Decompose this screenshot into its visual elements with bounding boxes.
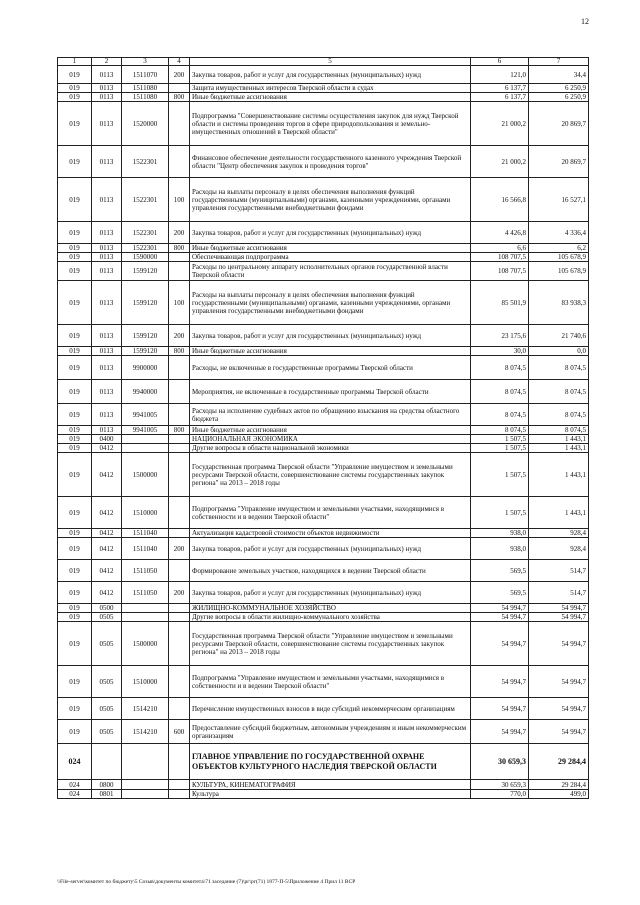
target-article-cell — [122, 780, 169, 790]
amount-plan-cell: 23 175,6 — [471, 325, 529, 347]
section-cell: 0113 — [92, 102, 122, 146]
table-row — [58, 622, 589, 666]
amount-plan-cell: 569,5 — [471, 560, 529, 582]
expense-type-cell — [169, 622, 190, 666]
table-row — [58, 560, 589, 582]
target-article-cell: 1599120 — [122, 262, 169, 281]
amount-actual-cell: 105 678,9 — [529, 262, 589, 281]
target-article-cell: 1510000 — [122, 497, 169, 529]
amount-plan-cell: 54 994,7 — [471, 698, 529, 720]
table-row — [58, 453, 589, 497]
target-article-cell: 1514210 — [122, 720, 169, 744]
section-cell: 0505 — [92, 613, 122, 622]
description-cell: Другие вопросы в области жилищно-коммунального хозяйства — [190, 613, 471, 622]
table-row — [58, 281, 589, 325]
description-cell: Иные бюджетные ассигнования — [190, 426, 471, 435]
description-cell: ГЛАВНОЕ УПРАВЛЕНИЕ ПО ГОСУДАРСТВЕННОЙ ОХРАНЕ ОБЪЕКТОВ КУЛЬТУРНОГО НАСЛЕДИЯ ТВЕРСКОЙ ОБЛАСТИ — [190, 744, 471, 780]
code-cell: 019 — [58, 582, 92, 604]
amount-plan-cell: 1 507,5 — [471, 444, 529, 453]
target-article-cell: 1522301 — [122, 222, 169, 244]
code-cell: 019 — [58, 102, 92, 146]
code-cell: 024 — [58, 744, 92, 780]
amount-actual-cell: 6 250,9 — [529, 93, 589, 102]
table-row — [58, 262, 589, 281]
amount-actual-cell: 514,7 — [529, 582, 589, 604]
table-row — [58, 497, 589, 529]
expense-type-cell — [169, 146, 190, 178]
amount-actual-cell: 8 074,5 — [529, 356, 589, 380]
amount-plan-cell: 770,0 — [471, 790, 529, 799]
amount-actual-cell: 21 740,6 — [529, 325, 589, 347]
target-article-cell: 1511080 — [122, 93, 169, 102]
code-cell: 019 — [58, 622, 92, 666]
description-cell: Закупка товаров, работ и услуг для государственных (муниципальных) нужд — [190, 66, 471, 84]
table-row — [58, 66, 589, 84]
description-cell: КУЛЬТУРА, КИНЕМАТОГРАФИЯ — [190, 780, 471, 790]
expense-type-cell — [169, 780, 190, 790]
description-cell: Финансовое обеспечение деятельности государственного казенного учреждения Тверской области "Центр обеспечения закупок и проведения торгов" — [190, 146, 471, 178]
table-row — [58, 720, 589, 744]
code-cell: 019 — [58, 93, 92, 102]
section-cell — [92, 744, 122, 780]
code-cell: 019 — [58, 178, 92, 222]
amount-actual-cell: 54 994,7 — [529, 720, 589, 744]
section-cell: 0113 — [92, 325, 122, 347]
table-row — [58, 178, 589, 222]
expense-type-cell — [169, 444, 190, 453]
code-cell: 019 — [58, 538, 92, 560]
description-cell: НАЦИОНАЛЬНАЯ ЭКОНОМИКА — [190, 435, 471, 444]
expense-type-cell — [169, 102, 190, 146]
description-cell: Государственная программа Тверской области "Управление имуществом и земельными ресурсами Тверской области, совершенствование системы государственных закупок региона" на 2013 – 2018 годы — [190, 622, 471, 666]
section-cell: 0113 — [92, 404, 122, 426]
amount-actual-cell: 1 443,1 — [529, 435, 589, 444]
amount-plan-cell: 1 507,5 — [471, 497, 529, 529]
expense-type-cell — [169, 356, 190, 380]
amount-plan-cell: 569,5 — [471, 582, 529, 604]
code-cell: 019 — [58, 66, 92, 84]
amount-actual-cell: 54 994,7 — [529, 666, 589, 698]
target-article-cell: 1511080 — [122, 84, 169, 93]
description-cell: Формирование земельных участков, находящихся в ведении Тверской области — [190, 560, 471, 582]
amount-plan-cell: 8 074,5 — [471, 356, 529, 380]
amount-actual-cell: 8 074,5 — [529, 404, 589, 426]
expense-type-cell — [169, 613, 190, 622]
amount-actual-cell: 1 443,1 — [529, 453, 589, 497]
table-row — [58, 604, 589, 613]
amount-plan-cell: 21 000,2 — [471, 102, 529, 146]
code-cell: 019 — [58, 666, 92, 698]
section-cell: 0113 — [92, 262, 122, 281]
code-cell: 024 — [58, 780, 92, 790]
budget-table — [57, 57, 589, 799]
expense-type-cell — [169, 262, 190, 281]
table-row — [58, 347, 589, 356]
amount-plan-cell: 21 000,2 — [471, 146, 529, 178]
section-cell: 0412 — [92, 529, 122, 538]
description-cell: Другие вопросы в области национальной экономики — [190, 444, 471, 453]
section-cell: 0412 — [92, 453, 122, 497]
section-cell: 0113 — [92, 347, 122, 356]
amount-actual-cell: 20 869,7 — [529, 146, 589, 178]
expense-type-cell — [169, 497, 190, 529]
code-cell: 019 — [58, 435, 92, 444]
section-cell: 0113 — [92, 281, 122, 325]
target-article-cell: 1599120 — [122, 347, 169, 356]
amount-actual-cell: 928,4 — [529, 529, 589, 538]
expense-type-cell: 800 — [169, 93, 190, 102]
expense-type-cell — [169, 744, 190, 780]
description-cell: Подпрограмма "Управление имуществом и земельными участками, находящимися в собственности и в ведении Тверской области" — [190, 666, 471, 698]
expense-type-cell: 800 — [169, 244, 190, 253]
expense-type-cell — [169, 435, 190, 444]
amount-plan-cell: 54 994,7 — [471, 604, 529, 613]
target-article-cell: 1599120 — [122, 325, 169, 347]
description-cell: Расходы на исполнение судебных актов по обращению взыскания на средства областного бюджета — [190, 404, 471, 426]
amount-actual-cell: 1 443,1 — [529, 497, 589, 529]
code-cell: 019 — [58, 325, 92, 347]
amount-plan-cell: 4 426,8 — [471, 222, 529, 244]
target-article-cell — [122, 444, 169, 453]
target-article-cell: 1511040 — [122, 529, 169, 538]
section-cell: 0113 — [92, 253, 122, 262]
target-article-cell — [122, 744, 169, 780]
code-cell: 019 — [58, 604, 92, 613]
amount-plan-cell: 6,6 — [471, 244, 529, 253]
table-row — [58, 780, 589, 790]
target-article-cell: 1511050 — [122, 560, 169, 582]
code-cell: 019 — [58, 380, 92, 404]
code-cell: 019 — [58, 281, 92, 325]
target-article-cell: 1599120 — [122, 281, 169, 325]
description-cell: Расходы на выплаты персоналу в целях обеспечения выполнения функций государственными (муниципальными) органами, казенными учреждениями, органами управления государственными внебюджетными фондами — [190, 178, 471, 222]
header-col-4: 4 — [169, 58, 190, 66]
target-article-cell: 9900000 — [122, 356, 169, 380]
header-row — [58, 58, 589, 66]
code-cell: 019 — [58, 146, 92, 178]
target-article-cell: 9941005 — [122, 426, 169, 435]
table-row — [58, 84, 589, 93]
amount-actual-cell: 54 994,7 — [529, 613, 589, 622]
description-cell: Иные бюджетные ассигнования — [190, 244, 471, 253]
description-cell: Иные бюджетные ассигнования — [190, 347, 471, 356]
amount-actual-cell: 499,0 — [529, 790, 589, 799]
amount-plan-cell: 8 074,5 — [471, 380, 529, 404]
amount-plan-cell: 121,0 — [471, 66, 529, 84]
target-article-cell: 1522301 — [122, 178, 169, 222]
section-cell: 0800 — [92, 780, 122, 790]
amount-actual-cell: 20 869,7 — [529, 102, 589, 146]
amount-actual-cell: 83 938,3 — [529, 281, 589, 325]
section-cell: 0113 — [92, 380, 122, 404]
section-cell: 0113 — [92, 93, 122, 102]
expense-type-cell — [169, 604, 190, 613]
table-row — [58, 426, 589, 435]
section-cell: 0113 — [92, 426, 122, 435]
amount-plan-cell: 938,0 — [471, 538, 529, 560]
amount-plan-cell: 1 507,5 — [471, 453, 529, 497]
amount-plan-cell: 16 566,8 — [471, 178, 529, 222]
code-cell: 019 — [58, 262, 92, 281]
section-cell: 0113 — [92, 244, 122, 253]
target-article-cell: 1511040 — [122, 538, 169, 560]
expense-type-cell — [169, 666, 190, 698]
section-cell: 0113 — [92, 178, 122, 222]
description-cell: Иные бюджетные ассигнования — [190, 93, 471, 102]
table-row — [58, 222, 589, 244]
code-cell: 019 — [58, 404, 92, 426]
amount-plan-cell: 54 994,7 — [471, 613, 529, 622]
page-number: 12 — [581, 17, 589, 26]
amount-plan-cell: 54 994,7 — [471, 666, 529, 698]
expense-type-cell: 200 — [169, 222, 190, 244]
description-cell: Перечисление имущественных взносов в виде субсидий некоммерческим организациям — [190, 698, 471, 720]
amount-actual-cell: 54 994,7 — [529, 698, 589, 720]
section-cell: 0500 — [92, 604, 122, 613]
amount-actual-cell: 29 284,4 — [529, 744, 589, 780]
amount-actual-cell: 34,4 — [529, 66, 589, 84]
table-row — [58, 253, 589, 262]
description-cell: Расходы по центральному аппарату исполнительных органов государственной власти Тверской области — [190, 262, 471, 281]
description-cell: Расходы на выплаты персоналу в целях обеспечения выполнения функций государственными (муниципальными) органами, казенными учреждениями, органами управления государственными внебюджетными фондами — [190, 281, 471, 325]
table-row — [58, 582, 589, 604]
amount-actual-cell: 8 074,5 — [529, 426, 589, 435]
amount-actual-cell: 8 074,5 — [529, 380, 589, 404]
section-cell: 0505 — [92, 622, 122, 666]
description-cell: Государственная программа Тверской области "Управление имуществом и земельными ресурсами Тверской области, совершенствование системы государственных закупок региона" на 2013 – 2018 годы — [190, 453, 471, 497]
expense-type-cell — [169, 698, 190, 720]
target-article-cell: 1590000 — [122, 253, 169, 262]
code-cell: 019 — [58, 253, 92, 262]
amount-actual-cell: 514,7 — [529, 560, 589, 582]
section-cell: 0412 — [92, 444, 122, 453]
section-cell: 0400 — [92, 435, 122, 444]
code-cell: 019 — [58, 426, 92, 435]
code-cell: 019 — [58, 698, 92, 720]
target-article-cell: 9941005 — [122, 404, 169, 426]
target-article-cell — [122, 613, 169, 622]
amount-plan-cell: 108 707,5 — [471, 253, 529, 262]
header-col-6: 6 — [471, 58, 529, 66]
target-article-cell: 1510000 — [122, 666, 169, 698]
amount-actual-cell: 54 994,7 — [529, 622, 589, 666]
description-cell: Обеспечивающая подпрограмма — [190, 253, 471, 262]
target-article-cell — [122, 435, 169, 444]
description-cell: Подпрограмма "Совершенствование системы осуществления закупок для нужд Тверской области и системы проведения торгов в сфере природопользования и земельно-имущественных отношений в Тверской области" — [190, 102, 471, 146]
table-row — [58, 244, 589, 253]
expense-type-cell: 100 — [169, 178, 190, 222]
expense-type-cell: 200 — [169, 538, 190, 560]
section-cell: 0801 — [92, 790, 122, 799]
description-cell: Закупка товаров, работ и услуг для государственных (муниципальных) нужд — [190, 325, 471, 347]
expense-type-cell — [169, 790, 190, 799]
expense-type-cell: 200 — [169, 66, 190, 84]
expense-type-cell: 100 — [169, 281, 190, 325]
amount-plan-cell: 54 994,7 — [471, 720, 529, 744]
section-cell: 0113 — [92, 356, 122, 380]
code-cell: 019 — [58, 720, 92, 744]
description-cell: Актуализация кадастровой стоимости объектов недвижимости — [190, 529, 471, 538]
section-cell: 0113 — [92, 84, 122, 93]
table-row — [58, 102, 589, 146]
amount-actual-cell: 1 443,1 — [529, 444, 589, 453]
header-col-1: 1 — [58, 58, 92, 66]
code-cell: 024 — [58, 790, 92, 799]
amount-actual-cell: 6 250,9 — [529, 84, 589, 93]
table-row — [58, 435, 589, 444]
amount-actual-cell: 4 336,4 — [529, 222, 589, 244]
target-article-cell: 1520000 — [122, 102, 169, 146]
expense-type-cell — [169, 380, 190, 404]
description-cell: Расходы, не включенные в государственные программы Тверской области — [190, 356, 471, 380]
description-cell: Подпрограмма "Управление имуществом и земельными участками, находящимися в собственности и в ведении Тверской области" — [190, 497, 471, 529]
amount-plan-cell: 85 501,9 — [471, 281, 529, 325]
amount-plan-cell: 54 994,7 — [471, 622, 529, 666]
target-article-cell: 1500000 — [122, 453, 169, 497]
amount-plan-cell: 1 507,5 — [471, 435, 529, 444]
amount-actual-cell: 29 284,4 — [529, 780, 589, 790]
code-cell: 019 — [58, 444, 92, 453]
expense-type-cell: 800 — [169, 347, 190, 356]
amount-actual-cell: 105 678,9 — [529, 253, 589, 262]
section-cell: 0412 — [92, 560, 122, 582]
description-cell: Закупка товаров, работ и услуг для государственных (муниципальных) нужд — [190, 538, 471, 560]
table-row — [58, 538, 589, 560]
file-path-footer: \\File-server\комитет по бюджету\5 Созыв\документы комитета\71 заседание (7)\рг\рг(71) 1877-П-5\Приложение 4 Прил 11 ВСР — [57, 879, 356, 885]
target-article-cell — [122, 790, 169, 799]
table-row — [58, 790, 589, 799]
expense-type-cell — [169, 253, 190, 262]
amount-plan-cell: 938,0 — [471, 529, 529, 538]
code-cell: 019 — [58, 84, 92, 93]
target-article-cell: 1522301 — [122, 244, 169, 253]
table-row — [58, 444, 589, 453]
description-cell: Защита имущественных интересов Тверской области в судах — [190, 84, 471, 93]
table-row — [58, 356, 589, 380]
header-col-2: 2 — [92, 58, 122, 66]
table-row — [58, 698, 589, 720]
code-cell: 019 — [58, 453, 92, 497]
target-article-cell: 1500000 — [122, 622, 169, 666]
code-cell: 019 — [58, 244, 92, 253]
target-article-cell — [122, 604, 169, 613]
amount-plan-cell: 8 074,5 — [471, 426, 529, 435]
description-cell: Предоставление субсидий бюджетным, автономным учреждениям и иным некоммерческим организациям — [190, 720, 471, 744]
table-row — [58, 666, 589, 698]
expense-type-cell — [169, 560, 190, 582]
amount-plan-cell: 30 659,3 — [471, 780, 529, 790]
target-article-cell: 1522301 — [122, 146, 169, 178]
expense-type-cell: 200 — [169, 582, 190, 604]
description-cell: Культура — [190, 790, 471, 799]
code-cell: 019 — [58, 529, 92, 538]
table-row — [58, 613, 589, 622]
expense-type-cell: 200 — [169, 325, 190, 347]
expense-type-cell: 600 — [169, 720, 190, 744]
amount-actual-cell: 928,4 — [529, 538, 589, 560]
amount-plan-cell: 8 074,5 — [471, 404, 529, 426]
table-row — [58, 529, 589, 538]
table-row — [58, 146, 589, 178]
amount-actual-cell: 6,2 — [529, 244, 589, 253]
code-cell: 019 — [58, 222, 92, 244]
table-row — [58, 744, 589, 780]
code-cell: 019 — [58, 497, 92, 529]
header-col-5: 5 — [190, 58, 471, 66]
description-cell: ЖИЛИЩНО-КОММУНАЛЬНОЕ ХОЗЯЙСТВО — [190, 604, 471, 613]
code-cell: 019 — [58, 356, 92, 380]
target-article-cell: 9940000 — [122, 380, 169, 404]
section-cell: 0113 — [92, 66, 122, 84]
description-cell: Закупка товаров, работ и услуг для государственных (муниципальных) нужд — [190, 222, 471, 244]
table-row — [58, 93, 589, 102]
amount-plan-cell: 108 707,5 — [471, 262, 529, 281]
section-cell: 0113 — [92, 222, 122, 244]
target-article-cell: 1514210 — [122, 698, 169, 720]
code-cell: 019 — [58, 347, 92, 356]
description-cell: Мероприятия, не включенные в государственные программы Тверской области — [190, 380, 471, 404]
table-row — [58, 404, 589, 426]
section-cell: 0505 — [92, 698, 122, 720]
amount-plan-cell: 6 137,7 — [471, 93, 529, 102]
expense-type-cell — [169, 404, 190, 426]
description-cell: Закупка товаров, работ и услуг для государственных (муниципальных) нужд — [190, 582, 471, 604]
expense-type-cell: 800 — [169, 426, 190, 435]
table-row — [58, 380, 589, 404]
amount-actual-cell: 0,0 — [529, 347, 589, 356]
section-cell: 0505 — [92, 666, 122, 698]
table-row — [58, 325, 589, 347]
section-cell: 0412 — [92, 582, 122, 604]
code-cell: 019 — [58, 560, 92, 582]
section-cell: 0412 — [92, 538, 122, 560]
code-cell: 019 — [58, 613, 92, 622]
expense-type-cell — [169, 84, 190, 93]
amount-plan-cell: 6 137,7 — [471, 84, 529, 93]
expense-type-cell — [169, 453, 190, 497]
target-article-cell: 1511070 — [122, 66, 169, 84]
header-col-3: 3 — [122, 58, 169, 66]
section-cell: 0113 — [92, 146, 122, 178]
amount-actual-cell: 16 527,1 — [529, 178, 589, 222]
section-cell: 0412 — [92, 497, 122, 529]
target-article-cell: 1511050 — [122, 582, 169, 604]
amount-plan-cell: 30 659,3 — [471, 744, 529, 780]
amount-plan-cell: 30,0 — [471, 347, 529, 356]
amount-actual-cell: 54 994,7 — [529, 604, 589, 613]
header-col-7: 7 — [529, 58, 589, 66]
expense-type-cell — [169, 529, 190, 538]
section-cell: 0505 — [92, 720, 122, 744]
